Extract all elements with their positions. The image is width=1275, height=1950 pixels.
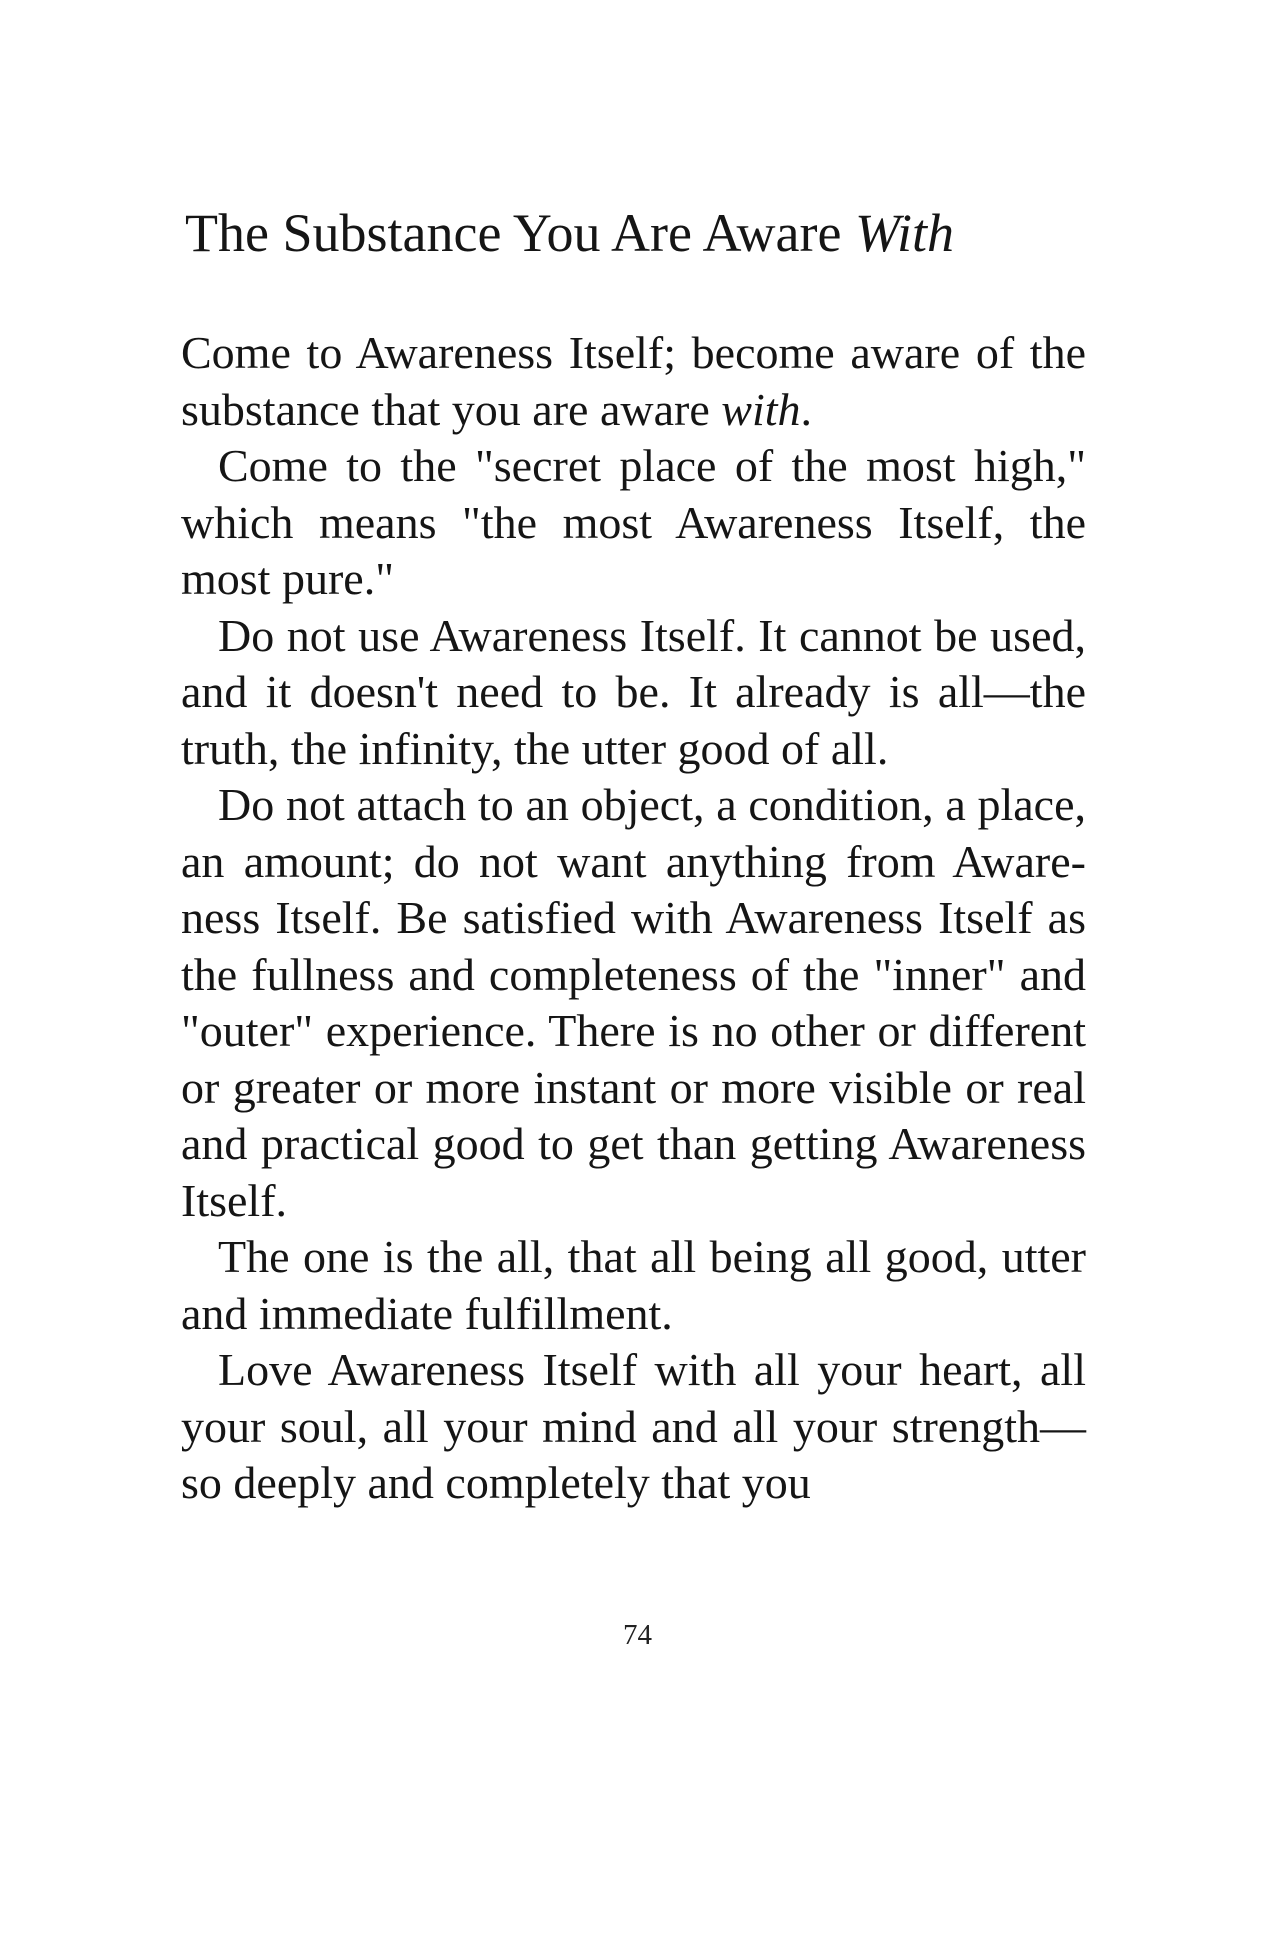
paragraph-text: Come to Awareness Itself; become aware of the substance that you are aware xyxy=(181,327,1086,435)
paragraph: The one is the all, that all being all good, utter and immediate fulfillment. xyxy=(181,1231,1086,1339)
paragraph xyxy=(181,325,1086,438)
paragraph: Do not attach to an object, a condition, a place, an amount; do not want anything from Awareness Itself. Be satisfied with Awareness Itself as the fullness and completeness of the "inner" and "outer" experience. There is no other or different or greater or more instant or more visible or real and practical good to get than getting Awareness Itself. xyxy=(181,779,1086,1226)
paragraph: Love Awareness Itself with all your heart, all your soul, all your mind and all your strength—so deeply and completely that you xyxy=(181,1344,1086,1508)
paragraph: Do not use Awareness Itself. It cannot be used, and it doesn't need to be. It already is all—the truth, the infinity, the utter good of all. xyxy=(181,609,1086,774)
chapter-title-italic: With xyxy=(854,203,954,263)
paragraph: Come to the "secret place of the most high," which means "the most Awareness Itself, the most pure." xyxy=(181,440,1086,604)
chapter-title xyxy=(185,203,1105,263)
body-text xyxy=(181,325,1086,1512)
chapter-title-main: The Substance You Are Aware xyxy=(185,203,855,263)
paragraph-text-end: . xyxy=(800,383,813,435)
page-number: 74 xyxy=(623,1619,652,1651)
paragraph-italic-word: with xyxy=(721,383,801,435)
